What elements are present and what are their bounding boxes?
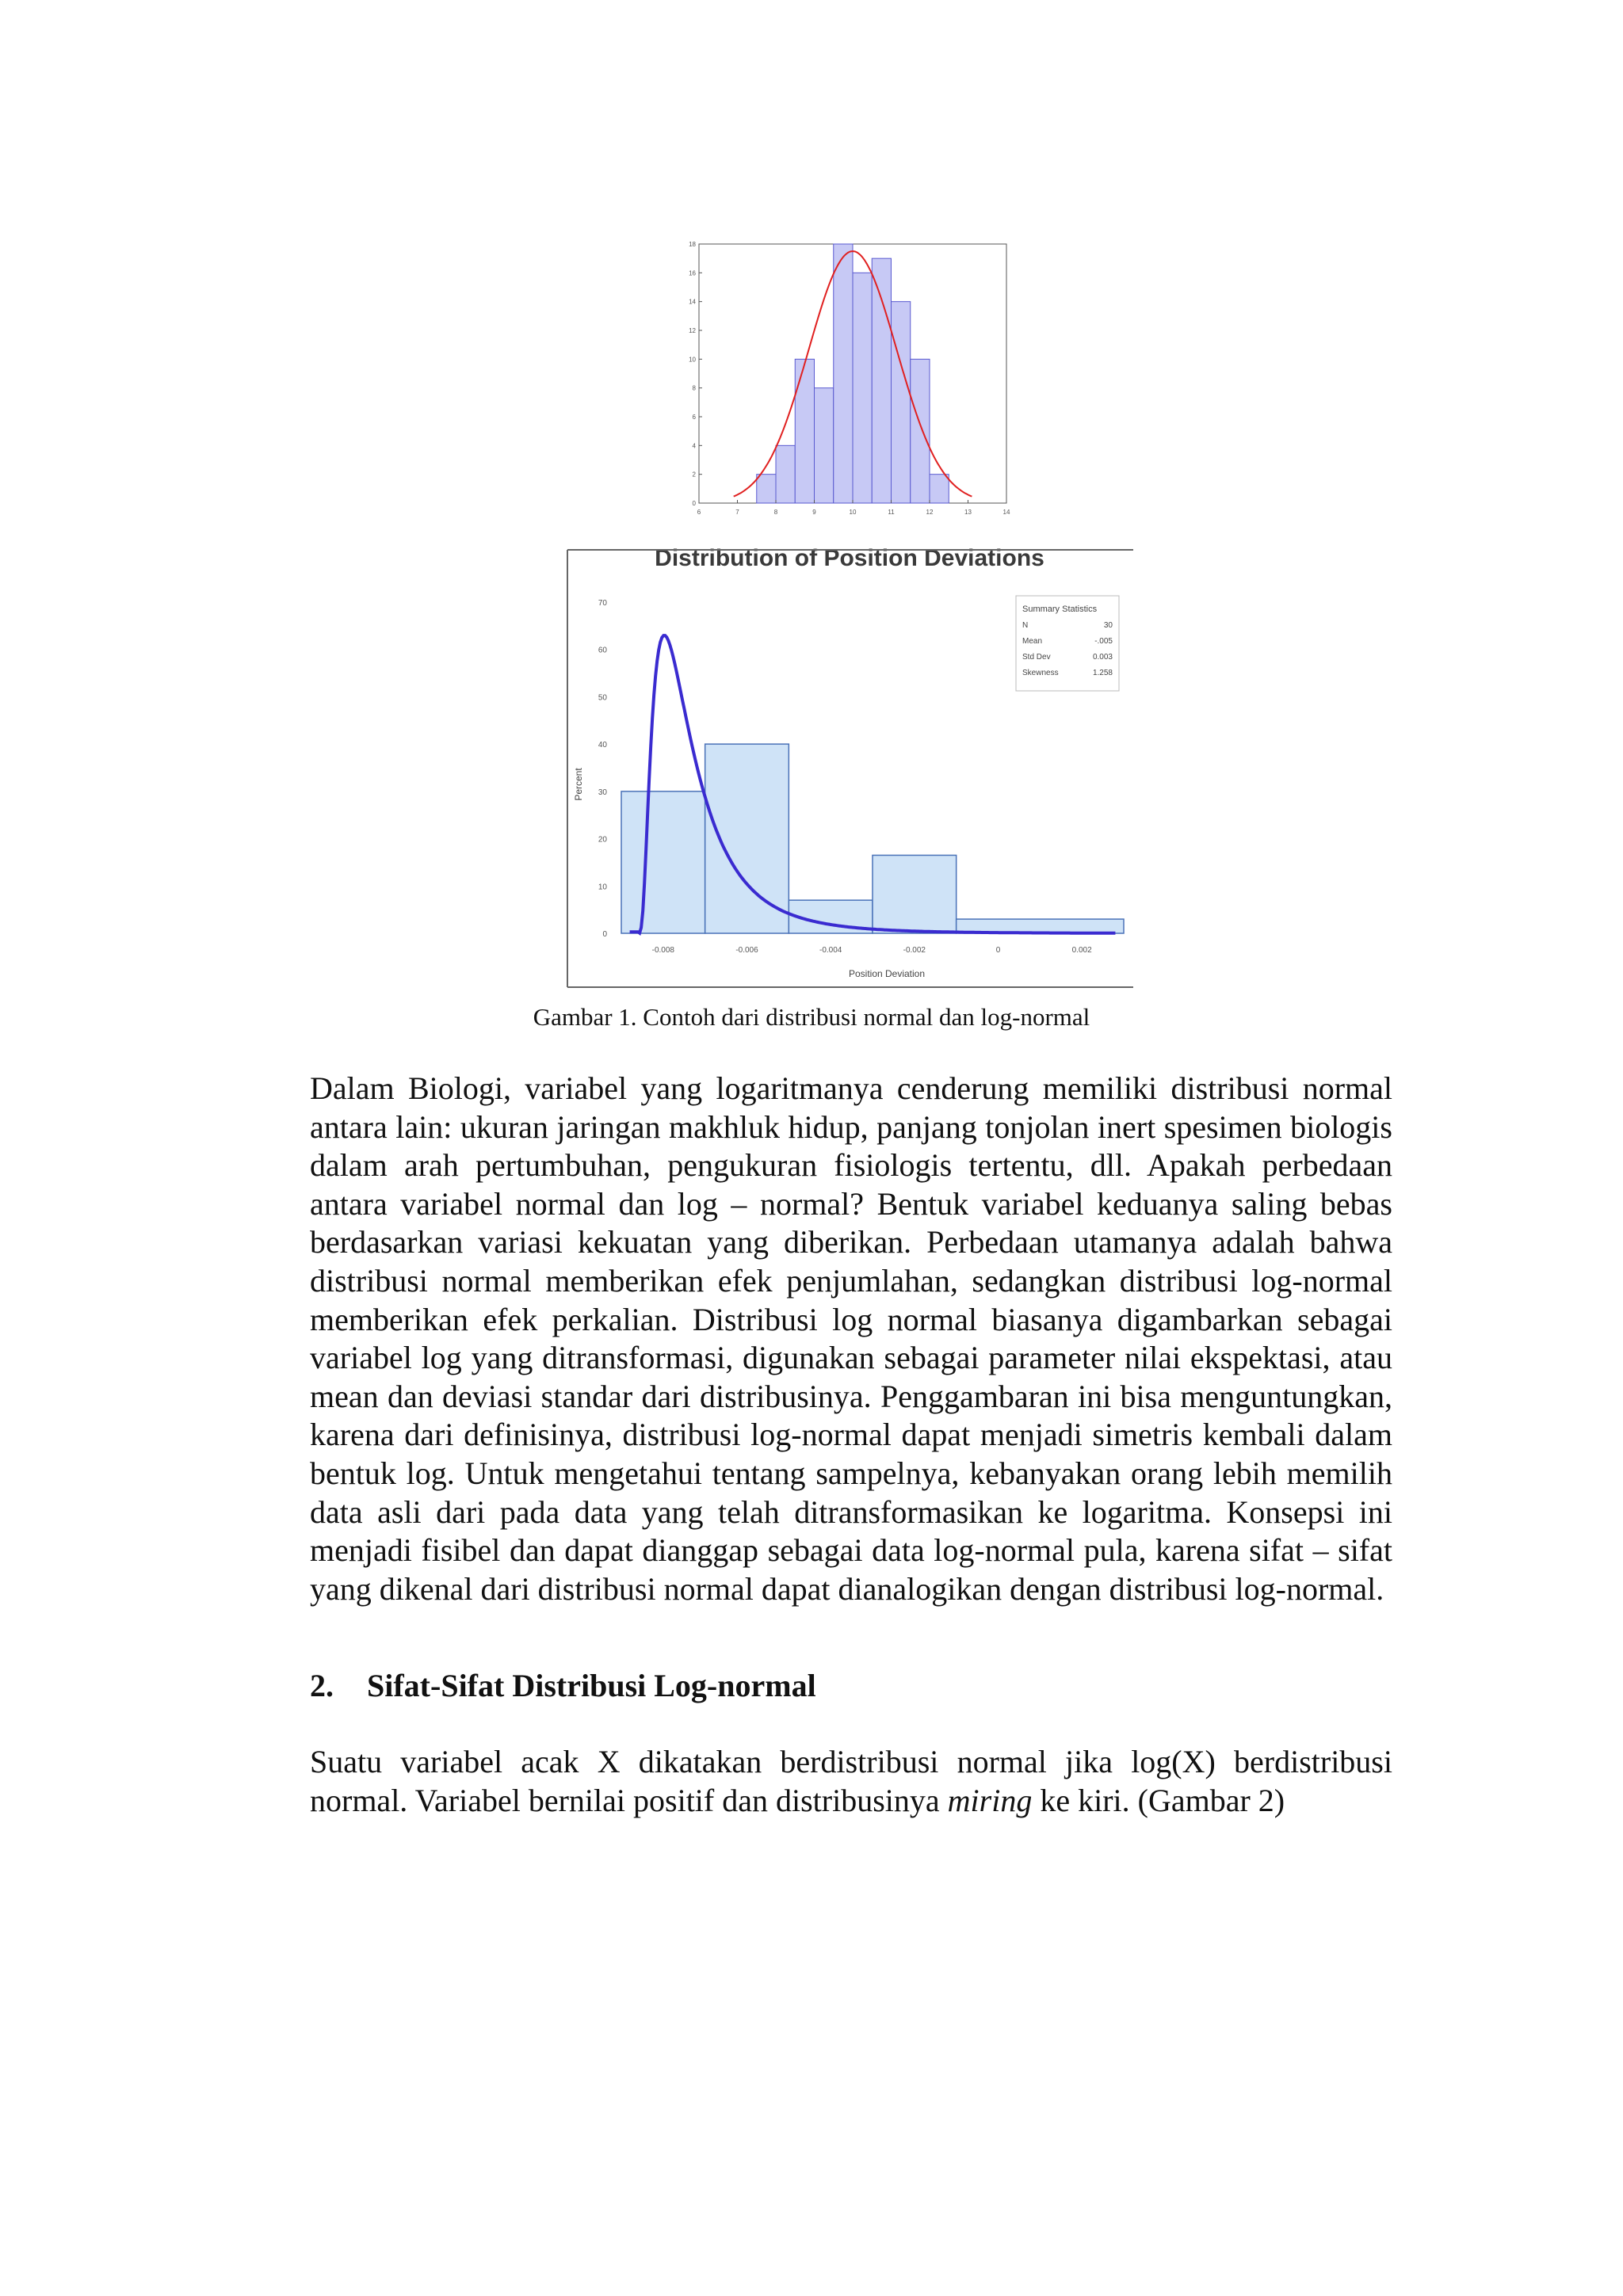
summary-value: 1.258 xyxy=(1092,669,1113,677)
histogram-bar xyxy=(853,273,872,503)
y-tick-label: 18 xyxy=(689,241,696,248)
histogram-bar xyxy=(795,359,814,503)
summary-statistics-box xyxy=(1016,596,1119,691)
y-tick-label: 4 xyxy=(692,442,696,450)
summary-label: N xyxy=(1022,621,1029,630)
summary-value: 30 xyxy=(1103,621,1113,630)
x-tick-label: 10 xyxy=(849,509,857,516)
y-tick-label: 14 xyxy=(689,298,696,306)
x-tick-label: 8 xyxy=(773,509,778,516)
histogram-bar xyxy=(776,445,795,503)
chart-title: Distribution of Position Deviations xyxy=(655,547,1044,571)
paragraph-2-emphasis: miring xyxy=(947,1782,1033,1818)
section-heading xyxy=(310,1667,816,1704)
x-tick-label: 7 xyxy=(735,509,739,516)
figure-caption: Gambar 1. Contoh dari distribusi normal dan log-normal xyxy=(533,1003,1090,1031)
y-tick-label: 20 xyxy=(598,835,607,845)
histogram-bars xyxy=(621,744,1124,933)
y-tick-label: 10 xyxy=(689,356,696,364)
y-tick-label: 10 xyxy=(598,883,607,892)
x-tick-label: 9 xyxy=(812,509,816,516)
x-tick-label: -0.004 xyxy=(819,946,842,955)
y-tick-label: 0 xyxy=(692,500,696,507)
paragraph-2 xyxy=(310,1743,1392,1820)
section-title: Sifat-Sifat Distribusi Log-normal xyxy=(367,1668,816,1703)
histogram-bar xyxy=(892,302,911,503)
summary-label: Mean xyxy=(1022,637,1043,646)
summary-label: Std Dev xyxy=(1022,653,1051,662)
histogram-bar xyxy=(873,855,957,933)
y-tick-label: 2 xyxy=(692,471,696,479)
histogram-bar xyxy=(815,388,834,503)
summary-title: Summary Statistics xyxy=(1022,605,1098,614)
x-tick-label: 11 xyxy=(888,509,895,516)
y-tick-label: 60 xyxy=(598,646,607,655)
histogram-bar xyxy=(757,475,776,503)
x-tick-label: 0 xyxy=(995,946,1001,955)
y-tick-label: 50 xyxy=(598,693,607,703)
y-tick-label: 70 xyxy=(598,599,607,608)
y-tick-label: 16 xyxy=(689,269,696,277)
paragraph-2-text: Suatu variabel acak X dikatakan berdistribusi normal jika log(X) berdistribusi normal. Variabel bernilai positif dan distribusinya xyxy=(310,1744,1392,1818)
x-tick-label: -0.008 xyxy=(651,946,675,955)
x-tick-label: 6 xyxy=(697,509,701,516)
x-tick-label: -0.002 xyxy=(903,946,926,955)
histogram-bar xyxy=(911,359,930,503)
summary-value: 0.003 xyxy=(1092,653,1113,662)
histogram-bar xyxy=(872,258,891,503)
section-number: 2. xyxy=(310,1668,334,1703)
y-tick-label: 40 xyxy=(598,741,607,750)
y-tick-label: 12 xyxy=(689,327,696,334)
normal-distribution-chart xyxy=(682,238,1014,523)
paragraph-2-end: ke kiri. (Gambar 2) xyxy=(1032,1782,1285,1818)
x-tick-label: 14 xyxy=(1002,509,1010,516)
y-tick-label: 0 xyxy=(602,930,607,939)
y-tick-label: 6 xyxy=(692,414,696,421)
lognormal-distribution-chart xyxy=(566,547,1135,990)
paragraph-1: Dalam Biologi, variabel yang logaritmanya cenderung memiliki distribusi normal antara lain: ukuran jaringan makhluk hidup, panjang tonjolan inert spesimen biologis dalam arah pertumbuhan, pengukuran fisiologis tertentu, dll. Apakah perbedaan antara variabel normal dan log – normal? Bentuk variabel keduanya saling bebas berdasarkan variasi kekuatan yang diberikan. Perbedaan utamanya adalah bahwa distribusi normal memberikan efek penjumlahan, sedangkan distribusi log-normal memberikan efek perkalian. Distribusi log normal biasanya digambarkan sebagai variabel log yang ditransformasi, digunakan sebagai parameter nilai ekspektasi, atau mean dan deviasi standar dari distribusinya. Penggambaran ini bisa menguntungkan, karena dari definisinya, distribusi log-normal dapat menjadi simetris kembali dalam bentuk log. Untuk mengetahui tentang sampelnya, kebanyakan orang lebih memilih data asli dari pada data yang telah ditransformasikan ke logaritma. Konsepsi ini menjadi fisibel dan dapat dianggap sebagai data log-normal pula, karena sifat – sifat yang dikenal dari distribusi normal dapat dianalogikan dengan distribusi log-normal. xyxy=(310,1070,1392,1607)
x-tick-label: 12 xyxy=(926,509,934,516)
x-tick-label: 0.002 xyxy=(1071,946,1092,955)
histogram-bar xyxy=(834,244,853,503)
histogram-bar xyxy=(621,791,705,933)
y-tick-label: 30 xyxy=(598,788,607,797)
summary-label: Skewness xyxy=(1022,669,1059,677)
x-axis-label: Position Deviation xyxy=(848,968,926,979)
summary-value: -.005 xyxy=(1094,637,1113,646)
x-tick-label: 13 xyxy=(964,509,972,516)
y-tick-label: 8 xyxy=(692,384,696,392)
y-axis-label: Percent xyxy=(573,768,584,801)
histogram-bar xyxy=(930,475,949,503)
histogram-bar xyxy=(705,744,789,933)
x-tick-label: -0.006 xyxy=(735,946,758,955)
